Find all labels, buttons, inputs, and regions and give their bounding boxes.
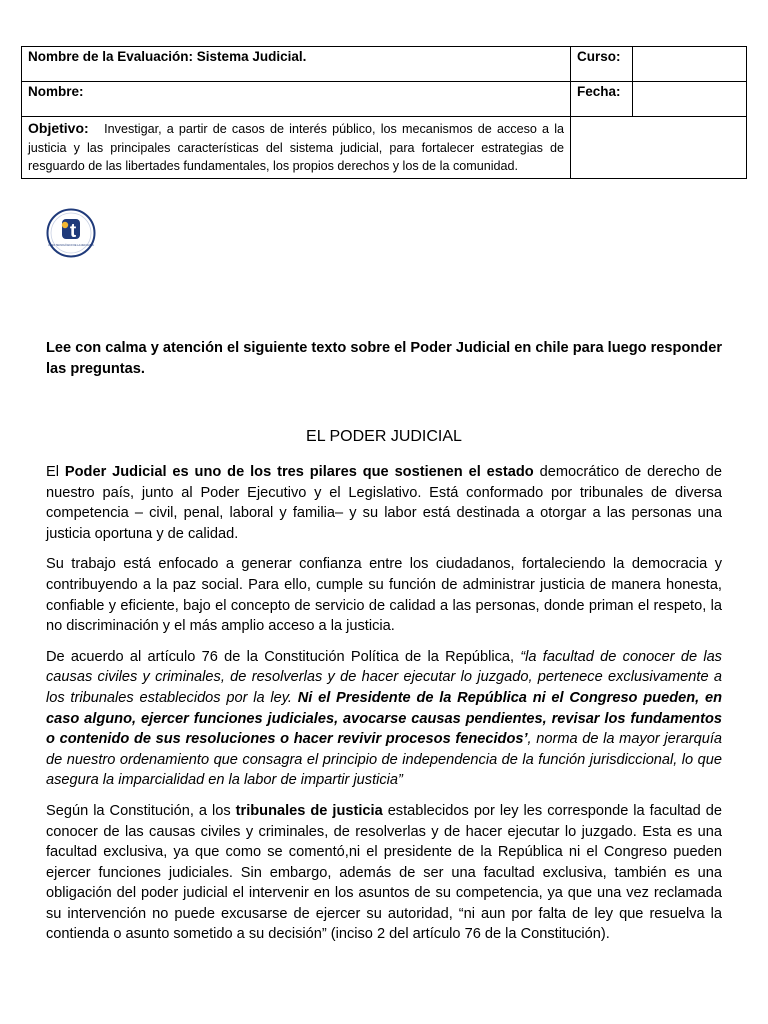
document-body — [46, 462, 722, 955]
school-logo-icon — [46, 208, 96, 258]
curso-field[interactable] — [633, 47, 747, 82]
objective-side-cell — [571, 117, 747, 179]
paragraph-3: De acuerdo al artículo 76 de la Constitución Política de la República, “la facultad de conocer de las causas civiles y criminales, de resolverlas y de hacer ejecutar lo juzgado, pertenece exclusivamente a los tribunales establecidos por la ley. Ni el Presidente de la República ni el Congreso pueden, en caso alguno, ejercer funciones judiciales, avocarse causas pendientes, revisar los fundamentos o contenido de sus resoluciones o hacer revivir procesos fenecidos’, norma de la mayor jerarquía de nuestro ordenamiento que consagra el principio de independencia de la función jurisdiccional, lo que asegura la imparcialidad en la labor de impartir justicia” — [46, 648, 722, 789]
fecha-label: Fecha: — [571, 82, 633, 117]
objective-cell — [22, 117, 571, 179]
student-name-label: Nombre: — [22, 82, 571, 117]
fecha-field[interactable] — [633, 82, 747, 117]
paragraph-2: Su trabajo está enfocado a generar confianza entre los ciudadanos, fortaleciendo la democracia y contribuyendo a la paz social. Para ello, cumple su función de administrar justicia de manera honesta, confiable y eficiente, bajo el concepto de servicio de calidad a las personas, donde priman el respeto, la no discriminación y el más amplio acceso a la justicia. — [46, 556, 722, 635]
objective-label: Objetivo: — [28, 120, 89, 136]
logo-caption: LICEO TECNOLÓGICO DE LA ARAUCANÍA — [48, 245, 94, 247]
curso-label: Curso: — [571, 47, 633, 82]
document-title: EL PODER JUDICIAL — [306, 428, 462, 445]
reading-instructions: Lee con calma y atención el siguiente texto sobre el Poder Judicial en chile para luego responder las preguntas. — [46, 340, 722, 377]
paragraph-4: Según la Constitución, a los tribunales de justicia establecidos por ley les corresponde la facultad de conocer de las causas civiles y criminales, de resolverlas y de hacer ejecutar lo juzgado. Esta es una facultad exclusiva, ya que como se comentó,ni el presidente de la República ni el Congreso pueden ejercer funciones judiciales. Sin embargo, además de ser una facultad exclusiva, también es una obligación del poder judicial el intervenir en los asuntos de su competencia, ya que una vez reclamada su intervención no puede excusarse de ejercer su autoridad, “ni aun por falta de ley que resuelva la contienda o asunto sometido a su decisión” (inciso 2 del artículo 76 de la Constitución). — [46, 802, 722, 943]
evaluation-header-table — [21, 46, 747, 179]
logo-letter: t — [69, 221, 77, 242]
evaluation-name-label: Nombre de la Evaluación: Sistema Judicial. — [22, 47, 571, 82]
paragraph-1: El Poder Judicial es uno de los tres pilares que sostienen el estado democrático de derecho de nuestro país, junto al Poder Ejecutivo y el Legislativo. Está conformado por tribunales de diversa competencia – civil, penal, laboral y familia– y su labor está destinada a otorgar a las personas una justicia oportuna y de calidad. — [46, 464, 723, 542]
objective-text: Investigar, a partir de casos de interés público, los mecanismos de acceso a la justicia y las principales características del sistema judicial, para fortalecer estrategias de resguardo de las libertades fundamentales, los propios derechos y los de la comunidad. — [28, 122, 565, 173]
